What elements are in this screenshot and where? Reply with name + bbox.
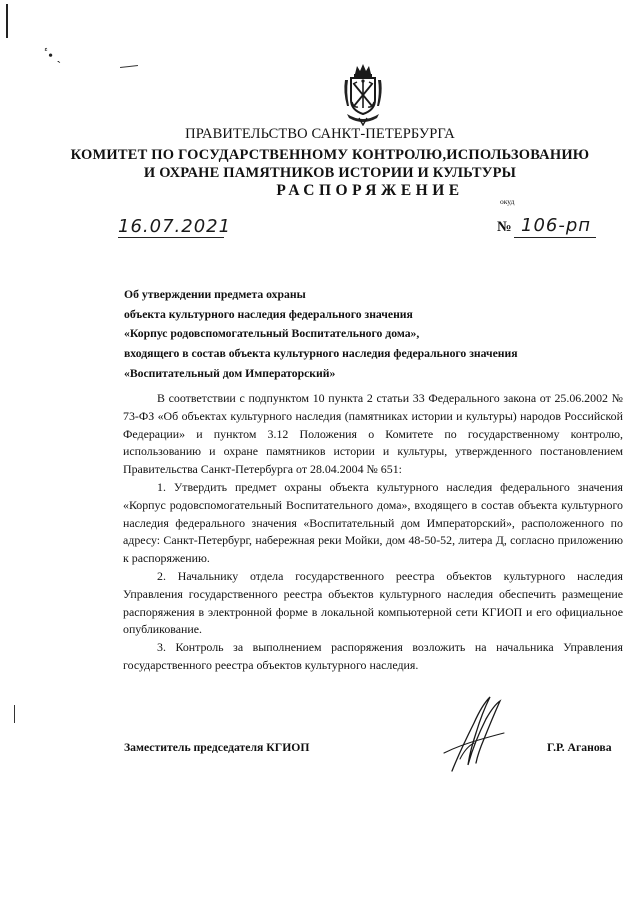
item-paragraph: 2. Начальнику отдела государственного реестра объектов культурного наследия Управления государственного реестра объектов культурного наследия обеспечить размещение распоряжения в электронной форме в локальной компьютерной сети КГИОП и его официальное опубликование. bbox=[123, 568, 623, 637]
handwritten-signature bbox=[430, 693, 510, 775]
committee-name-line: КОМИТЕТ ПО ГОСУДАРСТВЕННОМУ КОНТРОЛЮ,ИСПОЛЬЗОВАНИЮ bbox=[70, 147, 590, 163]
title-line: «Воспитательный дом Императорский» bbox=[124, 366, 336, 380]
scan-artifact-mark bbox=[6, 4, 8, 38]
item-paragraph: 1. Утвердить предмет охраны объекта культурного наследия федерального значения «Корпус родовспомогательный Воспитательного дома», входящего в состав объекта культурного наследия федерального значения «Воспитательный дом Императорский», расположенного по адресу: Санкт-Петербург, набережная реки Мойки, дом 48-50-52, литера Д, согласно приложению к распоряжению. bbox=[123, 479, 623, 566]
scan-artifact-dash bbox=[120, 65, 138, 68]
document-date: 16.07.2021 bbox=[118, 216, 232, 237]
document-title bbox=[124, 285, 594, 384]
number-underline bbox=[514, 237, 596, 238]
preamble-paragraph: В соответствии с подпунктом 10 пункта 2 статьи 33 Федерального закона от 25.06.2002 № 73-ФЗ «Об объектах культурного наследия (памятниках истории и культуры) народов Российской Федерации» и пунктом 3.12 Положения о Комитете по государственному контролю, использованию и охране памятников истории и культуры, утвержденного постановлением Правительства Санкт-Петербурга от 28.04.2004 № 651: bbox=[123, 391, 623, 477]
okud-label: окуд bbox=[500, 197, 515, 206]
document-body bbox=[123, 390, 623, 675]
scan-artifact-mark bbox=[14, 705, 15, 723]
title-line: объекта культурного наследия федерального значения bbox=[124, 307, 413, 321]
document-type: РАСПОРЯЖЕНИЕ bbox=[276, 182, 464, 199]
item-paragraph: 3. Контроль за выполнением распоряжения возложить на начальника Управления государственного реестра объектов культурного наследия. bbox=[123, 640, 623, 672]
date-underline bbox=[118, 237, 224, 238]
document-number: 106-рп bbox=[521, 215, 592, 236]
signer-position: Заместитель председателя КГИОП bbox=[124, 741, 310, 754]
number-sign: № bbox=[497, 219, 512, 235]
committee-name bbox=[70, 146, 590, 182]
signer-name: Г.Р. Аганова bbox=[547, 741, 612, 754]
title-line: входящего в состав объекта культурного наследия федерального значения bbox=[124, 347, 518, 361]
scan-artifact-dots: ٴ• ˏ bbox=[44, 49, 62, 64]
committee-name-line: И ОХРАНЕ ПАМЯТНИКОВ ИСТОРИИ И КУЛЬТУРЫ bbox=[143, 165, 517, 181]
coat-of-arms-icon bbox=[341, 62, 385, 126]
title-line: Об утверждении предмета охраны bbox=[124, 288, 306, 301]
government-name: ПРАВИТЕЛЬСТВО САНКТ-ПЕТЕРБУРГА bbox=[185, 126, 455, 142]
title-line: «Корпус родовспомогательный Воспитательного дома», bbox=[124, 327, 420, 341]
